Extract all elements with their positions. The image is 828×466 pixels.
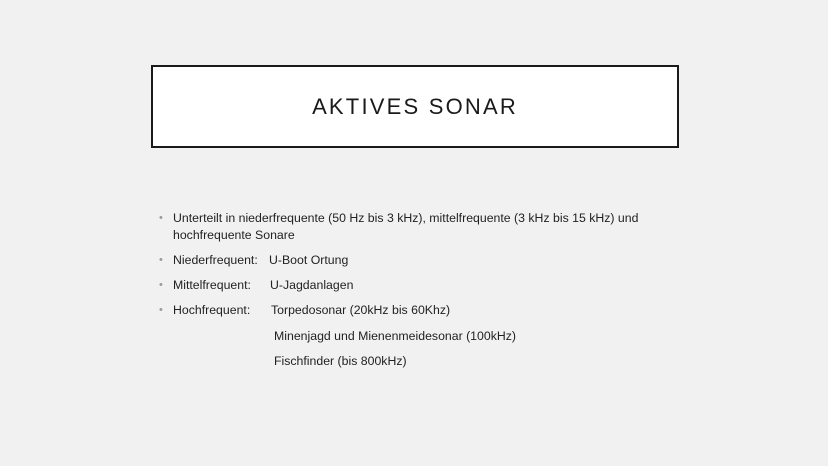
bullet-item-mittelfrequent xyxy=(159,277,679,294)
bullet-dot-icon: • xyxy=(159,212,163,224)
bullet-list xyxy=(159,210,679,327)
bullet-dot-icon: • xyxy=(159,304,163,316)
bullet-value: U-Boot Ortung xyxy=(269,253,349,267)
hochfrequent-line-minenjagd: Minenjagd und Mienenmeidesonar (100kHz) xyxy=(274,329,516,343)
slide-title: AKTIVES SONAR xyxy=(312,93,518,119)
bullet-label: Niederfrequent: xyxy=(173,253,258,267)
bullet-value: Torpedosonar (20kHz bis 60Khz) xyxy=(271,303,451,317)
bullet-label: Hochfrequent: xyxy=(173,303,251,317)
title-box xyxy=(151,65,679,148)
bullet-label: Mittelfrequent: xyxy=(173,278,251,292)
bullet-item-hochfrequent xyxy=(159,302,679,319)
bullet-item-frequencies xyxy=(159,210,679,244)
bullet-dot-icon: • xyxy=(159,254,163,266)
bullet-dot-icon: • xyxy=(159,279,163,291)
bullet-text: Unterteilt in niederfrequente (50 Hz bis 3 kHz), mittelfrequente (3 kHz bis 15 kHz) und hochfrequente Sonare xyxy=(173,211,639,242)
hochfrequent-line-fischfinder: Fischfinder (bis 800kHz) xyxy=(274,354,407,368)
bullet-value: U-Jagdanlagen xyxy=(270,278,354,292)
bullet-item-niederfrequent xyxy=(159,252,679,269)
